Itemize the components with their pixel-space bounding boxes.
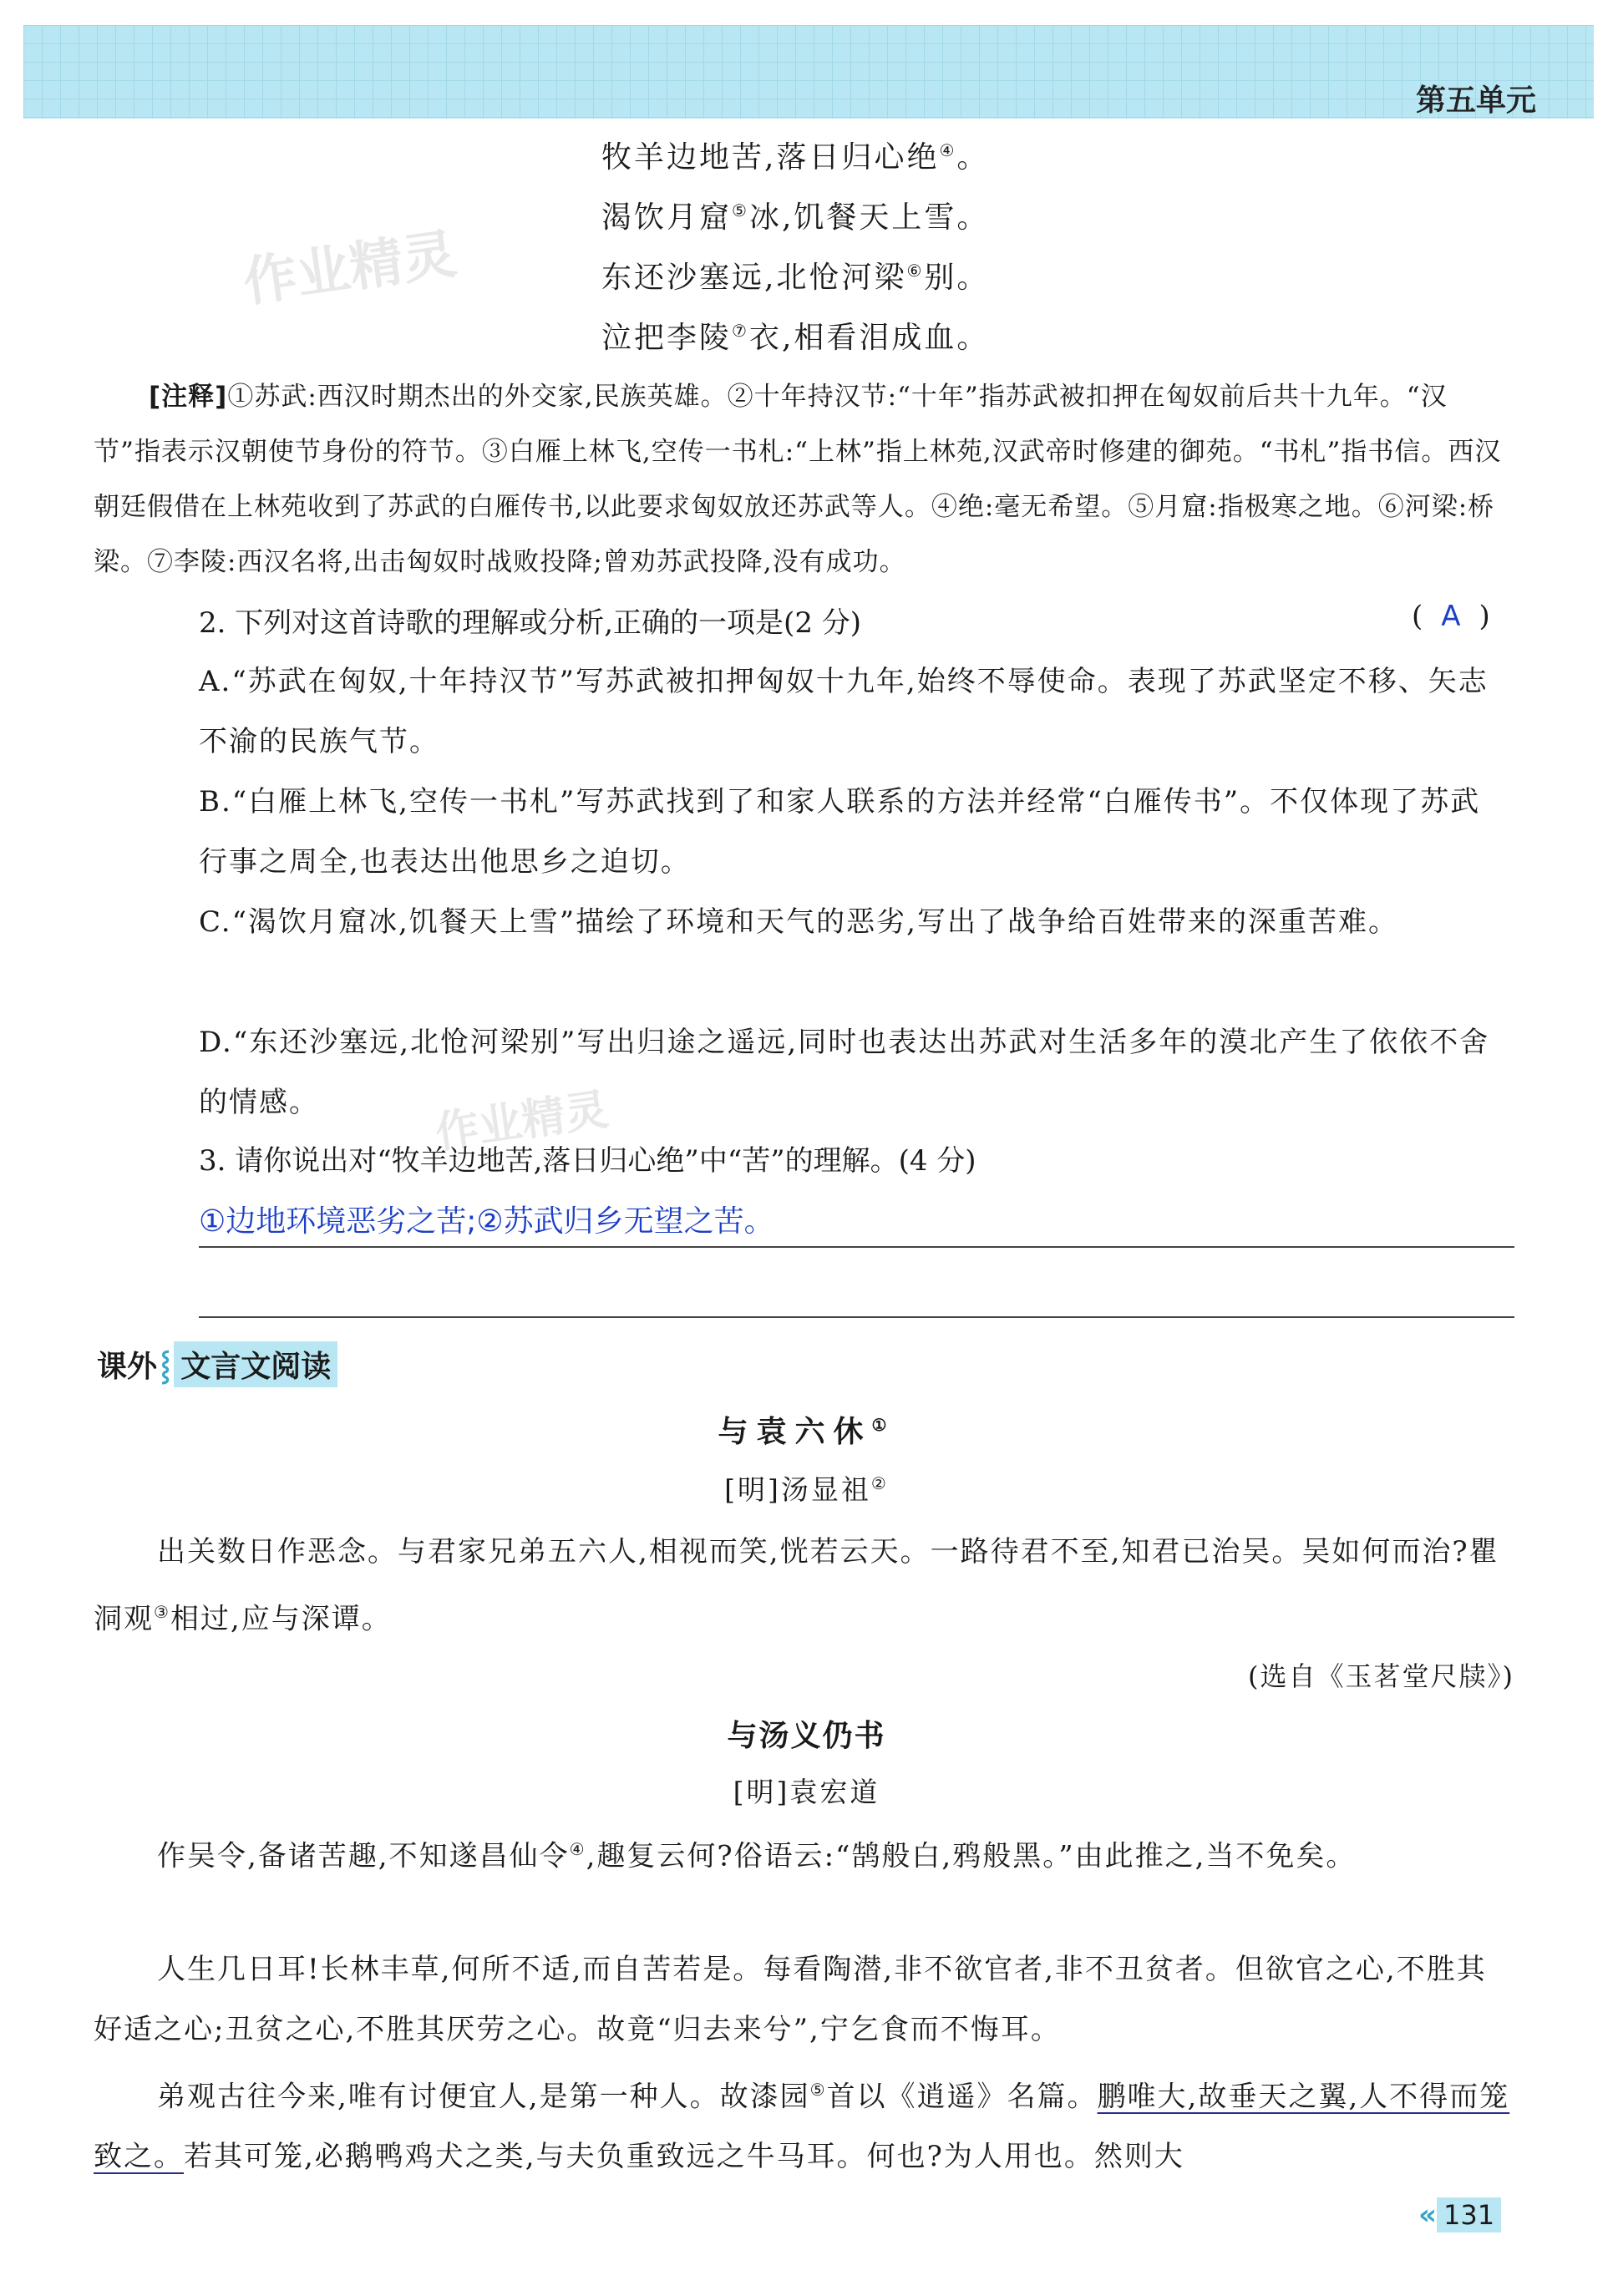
question-3-answer: ①边地环境恶劣之苦;②苏武归乡无望之苦。 bbox=[199, 1204, 774, 1239]
option-d: D.“东还沙塞远,北怆河梁别”写出归途之遥远,同时也表达出苏武对生活多年的漠北产生了依依不舍的情感。 bbox=[199, 1026, 1490, 1119]
article-2-author: [明]袁宏道 bbox=[733, 1776, 880, 1808]
article-1-paragraph: 出关数日作恶念。与君家兄弟五六人,相视而笑,恍若云天。一路待君不至,知君已治吴。吴如何而治?瞿洞观③相过,应与深谭。 bbox=[94, 1535, 1499, 1636]
poem-line: 泣把李陵⑦衣,相看泪成血。 bbox=[601, 321, 990, 355]
poem-line: 东还沙塞远,北怆河梁⑥别。 bbox=[601, 261, 990, 295]
article-1-author: [明]汤显祖② bbox=[724, 1473, 889, 1506]
section-heading: 课外 ⸾ 文言文阅读 bbox=[97, 1343, 337, 1385]
poem-line: 牧羊边地苦,落日归心绝④。 bbox=[601, 140, 990, 175]
question-2-answer: A bbox=[1441, 600, 1461, 633]
wave-decoration-icon: ⸾ bbox=[160, 1349, 171, 1382]
header-grid-band bbox=[23, 25, 1594, 119]
page-number: « 131 bbox=[1418, 2195, 1501, 2235]
annotation-notes bbox=[94, 369, 1514, 590]
unit-label: 第五单元 bbox=[1415, 84, 1536, 118]
option-a: A.“苏武在匈奴,十年持汉节”写苏武被扣押匈奴十九年,始终不辱使命。表现了苏武坚定不移、矢志不渝的民族气节。 bbox=[199, 665, 1489, 758]
article-2-title: 与汤义仍书 bbox=[727, 1718, 886, 1753]
article-2-paragraph-1: 作吴令,备诸苦趣,不知遂昌仙令④,趣复云何?俗语云:“鹄般白,鸦般黑。”由此推之,当不免矣。 bbox=[157, 1839, 1357, 1873]
double-chevron-left-icon: « bbox=[1418, 2198, 1437, 2232]
article-1-title: 与袁六休① bbox=[718, 1414, 895, 1449]
question-2-stem: 2. 下列对这首诗歌的理解或分析,正确的一项是(2 分) bbox=[199, 606, 862, 640]
option-c: C.“渴饮月窟冰,饥餐天上雪”描绘了环境和天气的恶劣,写出了战争给百姓带来的深重苦难。 bbox=[199, 905, 1398, 939]
question-3-stem: 3. 请你说出对“牧羊边地苦,落日归心绝”中“苦”的理解。(4 分) bbox=[199, 1144, 976, 1178]
poem-line: 渴饮月窟⑤冰,饥餐天上雪。 bbox=[601, 200, 990, 235]
question-2-answer-box: ( A ) bbox=[1412, 600, 1490, 633]
section-title: 文言文阅读 bbox=[174, 1341, 337, 1387]
answer-line bbox=[199, 1316, 1514, 1318]
option-b: B.“白雁上林飞,空传一书札”写苏武找到了和家人联系的方法并经常“白雁传书”。不仅体现了苏武行事之周全,也表达出他思乡之迫切。 bbox=[199, 785, 1481, 879]
watermark: 作业精灵 bbox=[239, 223, 460, 315]
article-2-paragraph-2: 人生几日耳!长林丰草,何所不适,而自苦若是。每看陶潜,非不欲官者,非不丑贫者。但欲官之心,不胜其好适之心;丑贫之心,不胜其厌劳之心。故竟“归去来兮”,宁乞食而不悔耳。 bbox=[94, 1953, 1487, 2046]
notes-label: [注释] bbox=[149, 382, 228, 412]
article-1-source: (选自《玉茗堂尺牍》) bbox=[1248, 1660, 1514, 1692]
article-2-paragraph-3: 弟观古往今来,唯有讨便宜人,是第一种人。故漆园⑤首以《逍遥》名篇。鹏唯大,故垂天之翼,人不得而笼致之。若其可笼,必鹅鸭鸡犬之类,与夫负重致远之牛马耳。何也?为人用也。然则大 bbox=[94, 2080, 1510, 2174]
watermark: 作业精灵 bbox=[432, 1084, 611, 1159]
underlined-sentence: 鹏唯大,故垂天之翼,人不得而笼致之。 bbox=[94, 2080, 1510, 2174]
notes-text: ①苏武:西汉时期杰出的外交家,民族英雄。②十年持汉节:“十年”指苏武被扣押在匈奴前后共十九年。“汉节”指表示汉朝使节身份的符节。③白雁上林飞,空传一书札:“上林”指上林苑,汉武帝时修建的御苑。“书札”指书信。西汉朝廷假借在上林苑收到了苏武的白雁传书,以此要求匈奴放还苏武等人。④绝:毫无希望。⑤月窟:指极寒之地。⑥河梁:桥梁。⑦李陵:西汉名将,出击匈奴时战败投降;曾劝苏武投降,没有成功。 bbox=[94, 382, 1502, 577]
answer-line bbox=[199, 1246, 1514, 1248]
